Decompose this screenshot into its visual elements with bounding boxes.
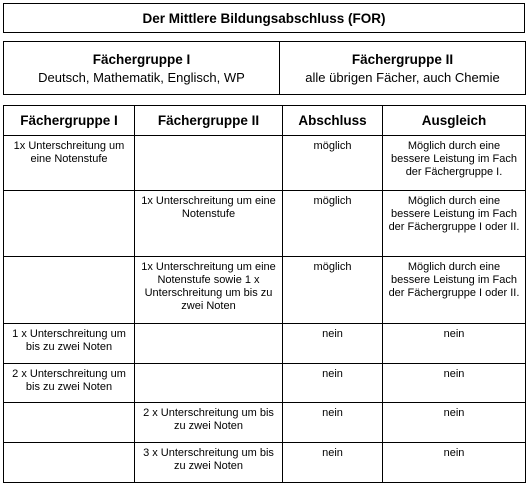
cell-group-1 xyxy=(4,191,135,257)
cell-group-2: 3 x Unterschreitung um bis zu zwei Noten xyxy=(135,443,283,483)
page-title: Der Mittlere Bildungsabschluss (FOR) xyxy=(142,10,386,26)
cell-group-1: 2 x Unterschreitung um bis zu zwei Noten xyxy=(4,364,135,403)
cell-abschluss: möglich xyxy=(283,257,383,324)
rules-table xyxy=(3,105,526,483)
table-row xyxy=(4,257,526,324)
table-row xyxy=(4,443,526,483)
cell-group-1: 1 x Unterschreitung um bis zu zwei Noten xyxy=(4,324,135,364)
group-2-cell xyxy=(280,42,526,95)
cell-group-2: 1x Unterschreitung um eine Notenstufe sowie 1 x Unterschreitung um bis zu zwei Noten xyxy=(135,257,283,324)
header-group-2: Fächergruppe II xyxy=(135,106,283,136)
cell-ausgleich: Möglich durch eine bessere Leistung im Fach der Fächergruppe I oder II. xyxy=(383,191,526,257)
title-box xyxy=(3,3,525,33)
cell-group-2: 1x Unterschreitung um eine Notenstufe xyxy=(135,191,283,257)
group-1-cell xyxy=(4,42,280,95)
cell-ausgleich: nein xyxy=(383,364,526,403)
group-1-subjects: Deutsch, Mathematik, Englisch, WP xyxy=(38,69,245,85)
group-2-subjects: alle übrigen Fächer, auch Chemie xyxy=(305,69,500,85)
cell-group-2 xyxy=(135,364,283,403)
header-abschluss: Abschluss xyxy=(283,106,383,136)
cell-group-1 xyxy=(4,443,135,483)
subject-groups-table xyxy=(3,41,526,95)
cell-abschluss: nein xyxy=(283,403,383,443)
table-row xyxy=(4,364,526,403)
header-ausgleich: Ausgleich xyxy=(383,106,526,136)
header-group-1: Fächergruppe I xyxy=(4,106,135,136)
cell-abschluss: nein xyxy=(283,364,383,403)
cell-group-1 xyxy=(4,403,135,443)
cell-group-2: 2 x Unterschreitung um bis zu zwei Noten xyxy=(135,403,283,443)
cell-ausgleich: Möglich durch eine bessere Leistung im Fach der Fächergruppe I. xyxy=(383,136,526,191)
cell-abschluss: möglich xyxy=(283,191,383,257)
table-row xyxy=(4,136,526,191)
cell-ausgleich: nein xyxy=(383,403,526,443)
cell-group-1: 1x Unterschreitung um eine Notenstufe xyxy=(4,136,135,191)
group-2-heading: Fächergruppe II xyxy=(351,51,454,67)
cell-ausgleich: nein xyxy=(383,443,526,483)
cell-abschluss: nein xyxy=(283,324,383,364)
table-row xyxy=(4,403,526,443)
table-row xyxy=(4,324,526,364)
table-header-row xyxy=(4,106,526,136)
table-row xyxy=(4,191,526,257)
cell-abschluss: nein xyxy=(283,443,383,483)
group-1-heading: Fächergruppe I xyxy=(92,51,191,67)
cell-group-1 xyxy=(4,257,135,324)
cell-group-2 xyxy=(135,136,283,191)
cell-ausgleich: Möglich durch eine bessere Leistung im Fach der Fächergruppe I oder II. xyxy=(383,257,526,324)
cell-group-2 xyxy=(135,324,283,364)
cell-abschluss: möglich xyxy=(283,136,383,191)
cell-ausgleich: nein xyxy=(383,324,526,364)
